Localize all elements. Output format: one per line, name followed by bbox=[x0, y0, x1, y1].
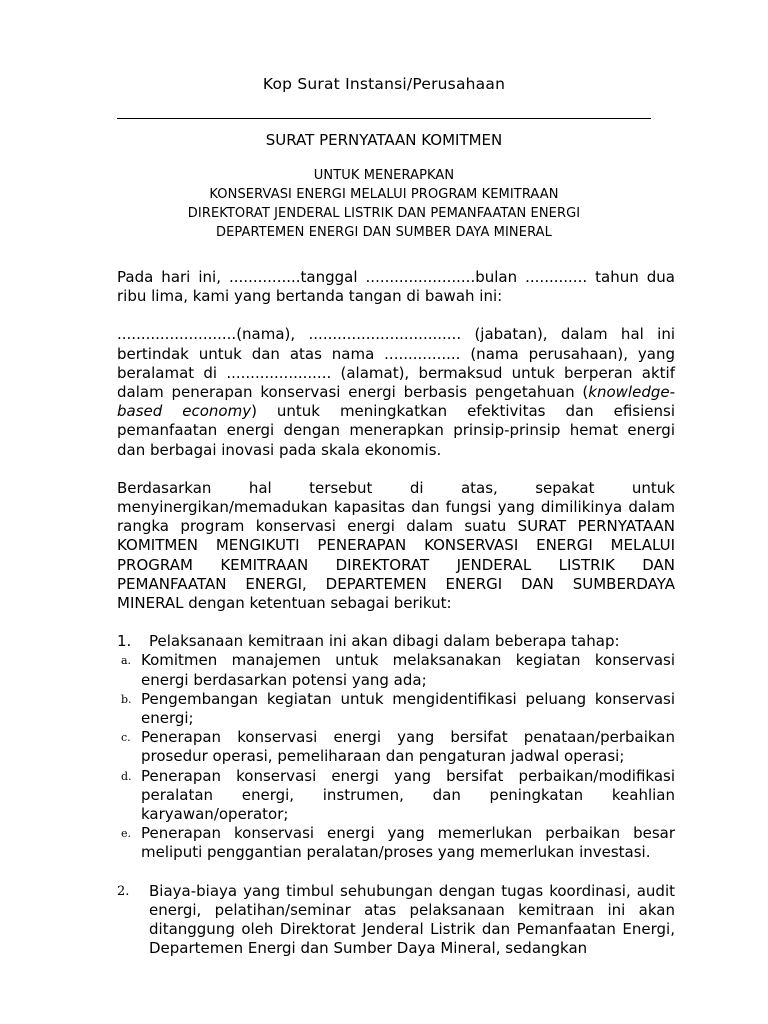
letterhead-divider bbox=[117, 118, 651, 119]
agreement-paragraph: Berdasarkan hal tersebut di atas, sepakat untuk menyinergikan/memadukan kapasitas dan fungsi yang dimilikinya dalam rangka program konservasi energi dalam suatu SURAT PERNYATAAN KOMITMEN MENGIKUTI PENERAPAN KONSERVASI ENERGI MELALUI PROGRAM KEMITRAAN DIREKTORAT JENDERAL LISTRIK DAN PEMANFAATAN ENERGI, DEPARTEMEN ENERGI DAN SUMBERDAYA MINERAL dengan ketentuan sebagai berikut: bbox=[117, 478, 675, 613]
sub-list-text: Penerapan konservasi energi yang bersifat penataan/perbaikan prosedur operasi, pemeliharaan dan pengaturan jadwal operasi; bbox=[141, 728, 675, 766]
identity-text-part: .........................(nama), ................................ (jabatan), dalam hal ini bertindak untuk dan atas nama ................ (nama perusahaan), yang beralamat di ...................... (alamat), bermaksud untuk berperan aktif dalam penerapan konservasi energi berbasis pengetahuan ( bbox=[117, 325, 675, 402]
sub-list-letter: e. bbox=[121, 827, 132, 841]
list-item bbox=[117, 882, 675, 959]
identity-italic-term: knowledge-based economy bbox=[117, 383, 675, 421]
sub-list-letter: b. bbox=[121, 692, 132, 706]
list-item bbox=[117, 632, 675, 651]
sub-list-item bbox=[85, 690, 675, 728]
subtitle-line: DEPARTEMEN ENERGI DAN SUMBER DAYA MINERAL bbox=[215, 225, 553, 240]
sub-list-item bbox=[85, 767, 675, 825]
sub-list-text: Penerapan konservasi energi yang bersifat perbaikan/modifikasi peralatan energi, instrumen, dan peningkatan keahlian karyawan/operator; bbox=[141, 766, 675, 824]
terms-list bbox=[117, 632, 675, 958]
subtitle-line: KONSERVASI ENERGI MELALUI PROGRAM KEMITRAAN bbox=[209, 187, 559, 202]
document-title: SURAT PERNYATAAN KOMITMEN bbox=[265, 131, 503, 149]
identity-text-part: ) untuk meningkatkan efektivitas dan efisiensi pemanfaatan energi dengan menerapkan prinsip-prinsip hemat energi dan berbagai inovasi pada skala ekonomis. bbox=[117, 402, 675, 459]
sub-list-text: Komitmen manajemen untuk melaksanakan kegiatan konservasi energi berdasarkan potensi yang ada; bbox=[141, 651, 675, 689]
list-item-text: Pelaksanaan kemitraan ini akan dibagi dalam beberapa tahap: bbox=[149, 632, 620, 651]
sub-list-text: Pengembangan kegiatan untuk mengidentifikasi peluang konservasi energi; bbox=[141, 689, 675, 728]
list-item-number: 1. bbox=[117, 632, 132, 651]
subtitle-line: DIREKTORAT JENDERAL LISTRIK DAN PEMANFAATAN ENERGI bbox=[187, 206, 581, 221]
opening-paragraph: Pada hari ini, ...............tanggal .......................bulan ............. tahun dua ribu lima, kami yang bertanda tangan di bawah ini: bbox=[117, 268, 675, 306]
identity-paragraph bbox=[117, 325, 675, 459]
sub-list-item bbox=[85, 824, 675, 862]
sub-list-letter: c. bbox=[121, 731, 131, 745]
sub-list-letter: d. bbox=[121, 769, 132, 783]
subtitle-line: UNTUK MENERAPKAN bbox=[313, 168, 455, 183]
sub-list-letter: a. bbox=[121, 654, 132, 668]
document-subtitle bbox=[0, 166, 768, 242]
list-item-text: Biaya-biaya yang timbul sehubungan dengan tugas koordinasi, audit energi, pelatihan/seminar atas pelaksanaan kemitraan ini akan ditanggung oleh Direktorat Jenderal Listrik dan Pemanfaatan Energi, Departemen Energi dan Sumber Daya Mineral, sedangkan bbox=[149, 881, 675, 958]
sub-list-item bbox=[85, 651, 675, 689]
list-item-number: 2. bbox=[117, 883, 130, 899]
document-body bbox=[117, 268, 675, 959]
sub-list-text: Penerapan konservasi energi yang memerlukan perbaikan besar meliputi penggantian peralatan/proses yang memerlukan investasi. bbox=[141, 824, 675, 862]
sub-list-item bbox=[85, 728, 675, 766]
letterhead-placeholder: Kop Surat Instansi/Perusahaan bbox=[262, 75, 506, 93]
